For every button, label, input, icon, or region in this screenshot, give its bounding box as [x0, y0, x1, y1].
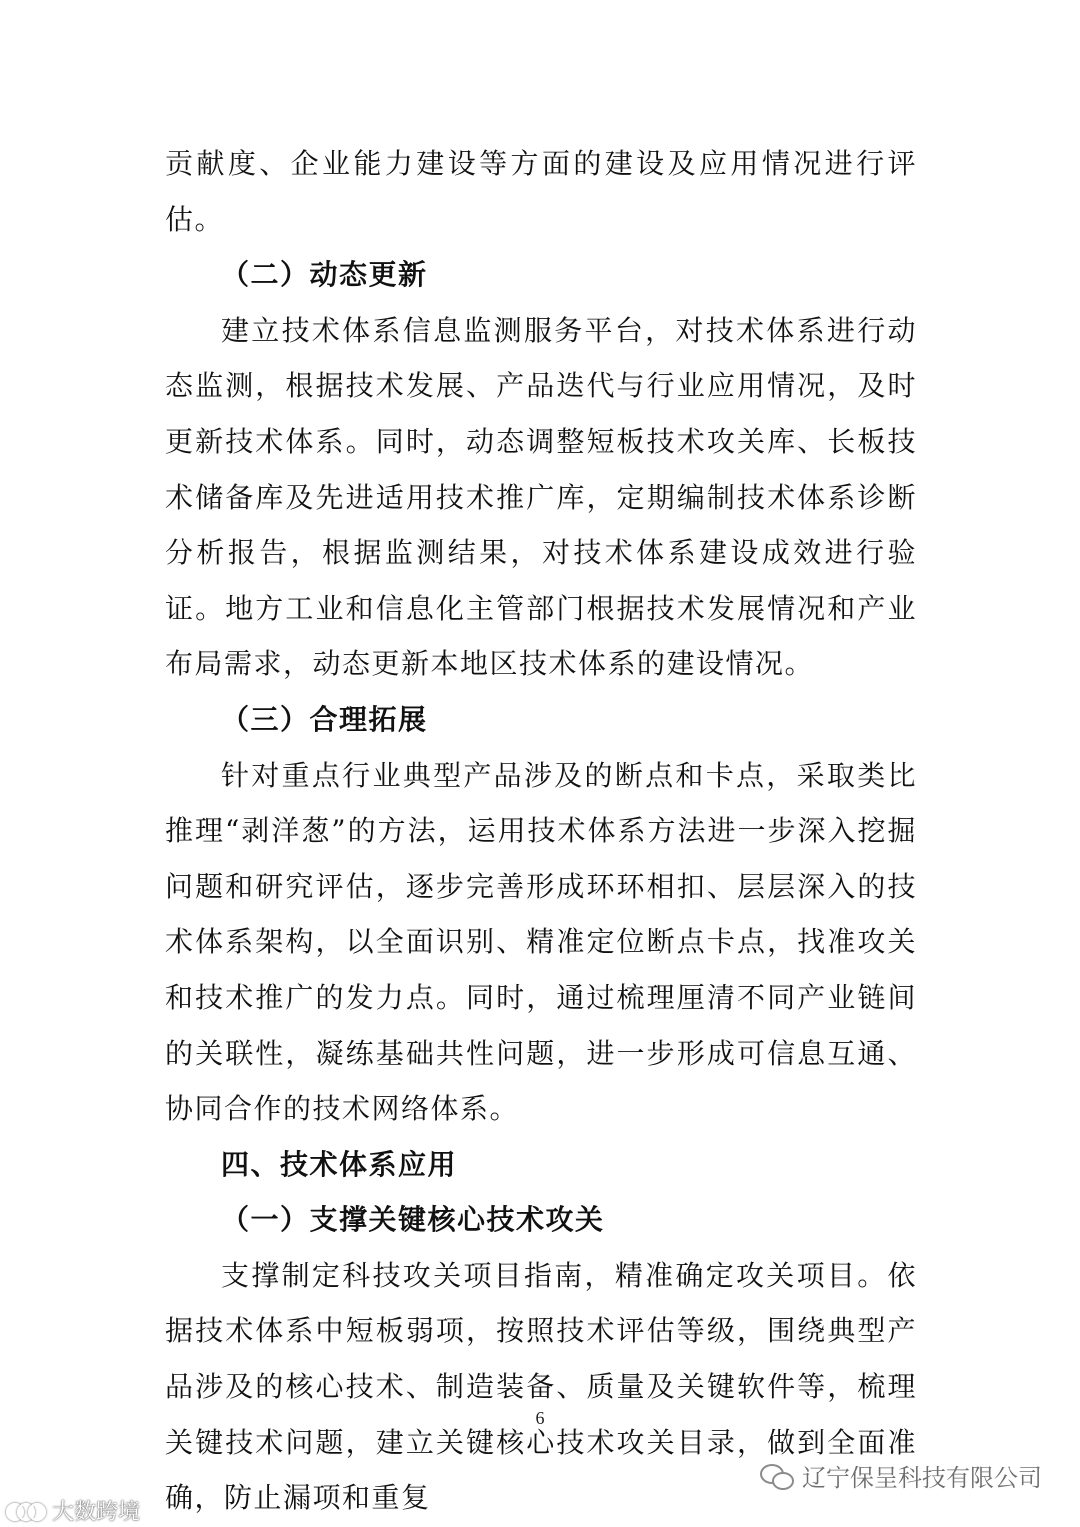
watermark-source — [6, 1495, 140, 1526]
heading-reasonable-expansion: （三）合理拓展 — [221, 702, 428, 736]
paragraph-intro-continuation: 贡献度、企业能力建设等方面的建设及应用情况进行评估。 — [165, 147, 917, 236]
page-number: 6 — [535, 1408, 545, 1428]
document-body — [165, 136, 917, 1526]
watermark-company-text: 辽宁保呈科技有限公司 — [802, 1464, 1042, 1492]
section-heading-application: 四、技术体系应用 — [221, 1147, 458, 1181]
heading-dynamic-update: （二）动态更新 — [221, 258, 428, 292]
heading-key-tech-support: （一）支撑关键核心技术攻关 — [221, 1203, 605, 1237]
watermark-source-text: 大数跨境 — [52, 1500, 141, 1525]
paragraph-dynamic-update: 建立技术体系信息监测服务平台，对技术体系进行动态监测，根据技术发展、产品迭代与行业应用情况，及时更新技术体系。同时，动态调整短板技术攻关库、长板技术储备库及先进适用技术推广库，定期编制技术体系诊断分析报告，根据监测结果，对技术体系建设成效进行验证。地方工业和信息化主管部门根据技术发展情况和产业布局需求，动态更新本地区技术体系的建设情况。 — [165, 313, 917, 681]
paragraph-reasonable-expansion: 针对重点行业典型产品涉及的断点和卡点，采取类比推理“剥洋葱”的方法，运用技术体系方法进一步深入挖掘问题和研究评估，逐步完善形成环环相扣、层层深入的技术体系架构，以全面识别、精准定位断点卡点，找准攻关和技术推广的发力点。同时，通过梳理厘清不同产业链间的关联性，凝练基础共性问题，进一步形成可信息互通、协同合作的技术网络体系。 — [165, 758, 917, 1126]
wechat-icon — [760, 1462, 794, 1490]
watermark-company — [760, 1458, 1042, 1493]
paragraph-key-tech-support: 支撑制定科技攻关项目指南，精准确定攻关项目。依据技术体系中短板弱项，按照技术评估等级，围绕典型产品涉及的核心技术、制造装备、质量及关键软件等，梳理关键技术问题，建立关键核心技术攻关目录，做到全面准确，防止漏项和重复 — [165, 1258, 917, 1515]
logo-rings-icon — [6, 1500, 46, 1522]
